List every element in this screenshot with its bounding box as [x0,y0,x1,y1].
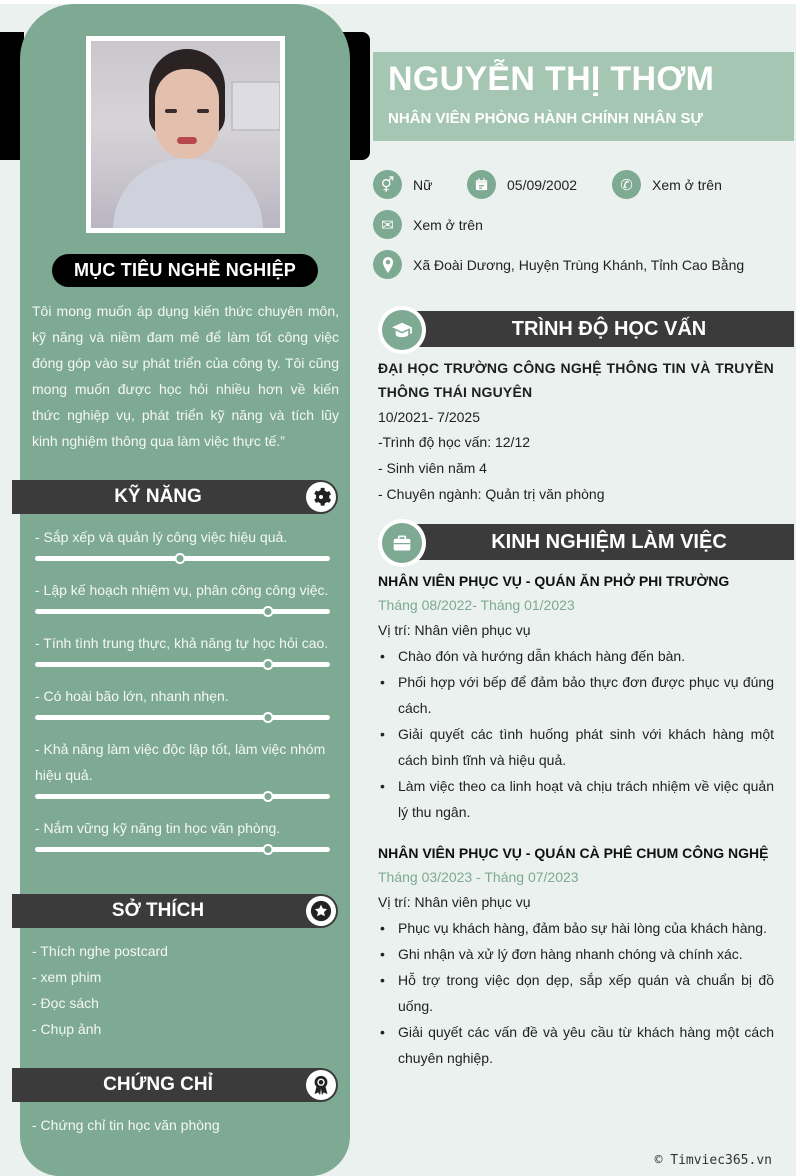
profile-photo [86,36,285,233]
job-title: NHÂN VIÊN PHỤC VỤ - QUÁN ĂN PHỞ PHI TRƯỜNG [378,573,730,589]
name-banner [373,52,794,141]
hobby-item: - Thích nghe postcard [32,943,168,959]
hobby-item: - Đọc sách [32,995,99,1011]
skill-track [35,715,330,720]
experience-heading-label: KINH NGHIỆM LÀM VIỆC [404,524,794,560]
experience-heading [378,522,794,560]
skill-item: - Có hoài bão lớn, nhanh nhẹn. [35,688,229,704]
graduation-cap-icon [382,310,422,350]
phone-icon: ✆ [612,170,641,199]
phone-info [612,170,722,199]
skill-knob [263,844,274,855]
skill-track [35,609,330,614]
calendar-icon [467,170,496,199]
education-heading-label: TRÌNH ĐỘ HỌC VẤN [404,311,794,347]
job-duty: • Hỗ trợ trong việc dọn dẹp, sắp xếp quán và chuẩn bị đồ uống. [378,967,774,1019]
skills-heading [12,480,338,514]
email-value: Xem ở trên [413,216,483,233]
job-duty: • Phục vụ khách hàng, đảm bảo sự hài lòng của khách hàng. [378,915,774,941]
hobbies-heading [12,894,338,928]
hobbies-heading-label: SỞ THÍCH [111,900,205,921]
hobby-item: - Chụp ảnh [32,1021,102,1037]
skill-item: - Tính tình trung thực, khả năng tự học hỏi cao. [35,635,329,651]
education-heading [378,309,794,347]
skill-item: - Khả năng làm việc độc lập tốt, làm việc nhóm hiệu quả. [35,741,326,783]
gender-value: Nữ [413,176,433,193]
certificates-heading [12,1068,338,1102]
education-line: - Chuyên ngành: Quản trị văn phòng [378,486,605,502]
education-line: -Trình độ học vấn: 12/12 [378,434,531,450]
skill-knob [263,712,274,723]
birthdate-value: 05/09/2002 [507,176,578,193]
footer-watermark: © Timviec365.vn [654,1153,772,1168]
job-duty: • Làm việc theo ca linh hoạt và chịu trách nhiệm về việc quản lý thu ngân. [378,773,774,825]
job-title: NHÂN VIÊN PHỤC VỤ - QUÁN CÀ PHÊ CHUM CÔNG NGHỆ [378,845,769,861]
job-duty: • Giải quyết các vấn đề và yêu cầu từ khách hàng một cách chuyên nghiệp. [378,1019,774,1071]
skill-item: - Lập kế hoạch nhiệm vụ, phân công công việc. [35,582,329,598]
candidate-job-title: NHÂN VIÊN PHÒNG HÀNH CHÍNH NHÂN SỰ [388,110,703,127]
medal-icon [306,1070,336,1100]
location-pin-icon [373,250,402,279]
job-period: Tháng 03/2023 - Tháng 07/2023 [378,869,579,885]
job-duty: • Ghi nhận và xử lý đơn hàng nhanh chóng và chính xác. [378,941,774,967]
education-line: - Sinh viên năm 4 [378,460,487,476]
skill-knob [263,791,274,802]
job-duty: • Chào đón và hướng dẫn khách hàng đến bàn. [378,643,774,669]
address-value: Xã Đoài Dương, Huyện Trùng Khánh, Tỉnh Cao Bằng [413,256,745,273]
gear-icon [306,482,336,512]
skill-knob [263,659,274,670]
candidate-name: NGUYỄN THỊ THƠM [388,60,715,98]
job-duty: • Giải quyết các tình huống phát sinh với khách hàng một cách bình tĩnh và hiệu quả. [378,721,774,773]
briefcase-icon [382,523,422,563]
phone-value: Xem ở trên [652,176,722,193]
star-icon [306,896,336,926]
job-position: Vị trí: Nhân viên phục vụ [378,894,531,910]
education-period: 10/2021- 7/2025 [378,409,480,425]
email-info [373,210,483,239]
skill-track [35,662,330,667]
job-duties [378,643,774,825]
skill-knob [174,553,185,564]
address-info [373,250,744,279]
education-school: ĐẠI HỌC TRƯỜNG CÔNG NGHỆ THÔNG TIN VÀ TRUYỀN THÔNG THÁI NGUYÊN [378,360,774,400]
job-position: Vị trí: Nhân viên phục vụ [378,622,531,638]
birthdate-info [467,170,577,199]
envelope-icon: ✉ [373,210,402,239]
objective-heading: MỤC TIÊU NGHỀ NGHIỆP [52,254,318,287]
skill-track [35,556,330,561]
skill-knob [263,606,274,617]
gender-icon: ⚥ [373,170,402,199]
job-duty: • Phối hợp với bếp để đảm bảo thực đơn được phục vụ đúng cách. [378,669,774,721]
job-period: Tháng 08/2022- Tháng 01/2023 [378,597,575,613]
skill-item: - Nắm vững kỹ năng tin học văn phòng. [35,820,281,836]
job-duties [378,915,774,1071]
objective-text: Tôi mong muốn áp dụng kiến thức chuyên môn, kỹ năng và niềm đam mê để làm tốt công việc đóng góp vào sự phát triển của công ty. Tôi cũng mong muốn được học hỏi nhiều hơn về kiến thức nghiệp vụ, phát triển kỹ năng và tích lũy kinh nghiệm thông qua làm việc thực tế.” [32,303,339,449]
skill-item: - Sắp xếp và quản lý công việc hiệu quả. [35,529,288,545]
skills-heading-label: KỸ NĂNG [114,486,202,507]
skill-track [35,847,330,852]
profile-photo-image [91,41,280,228]
hobby-item: - xem phim [32,969,102,985]
skill-track [35,794,330,799]
certificate-item: - Chứng chỉ tin học văn phòng [32,1117,220,1133]
gender-info [373,170,432,199]
certificates-heading-label: CHỨNG CHỈ [103,1074,213,1095]
